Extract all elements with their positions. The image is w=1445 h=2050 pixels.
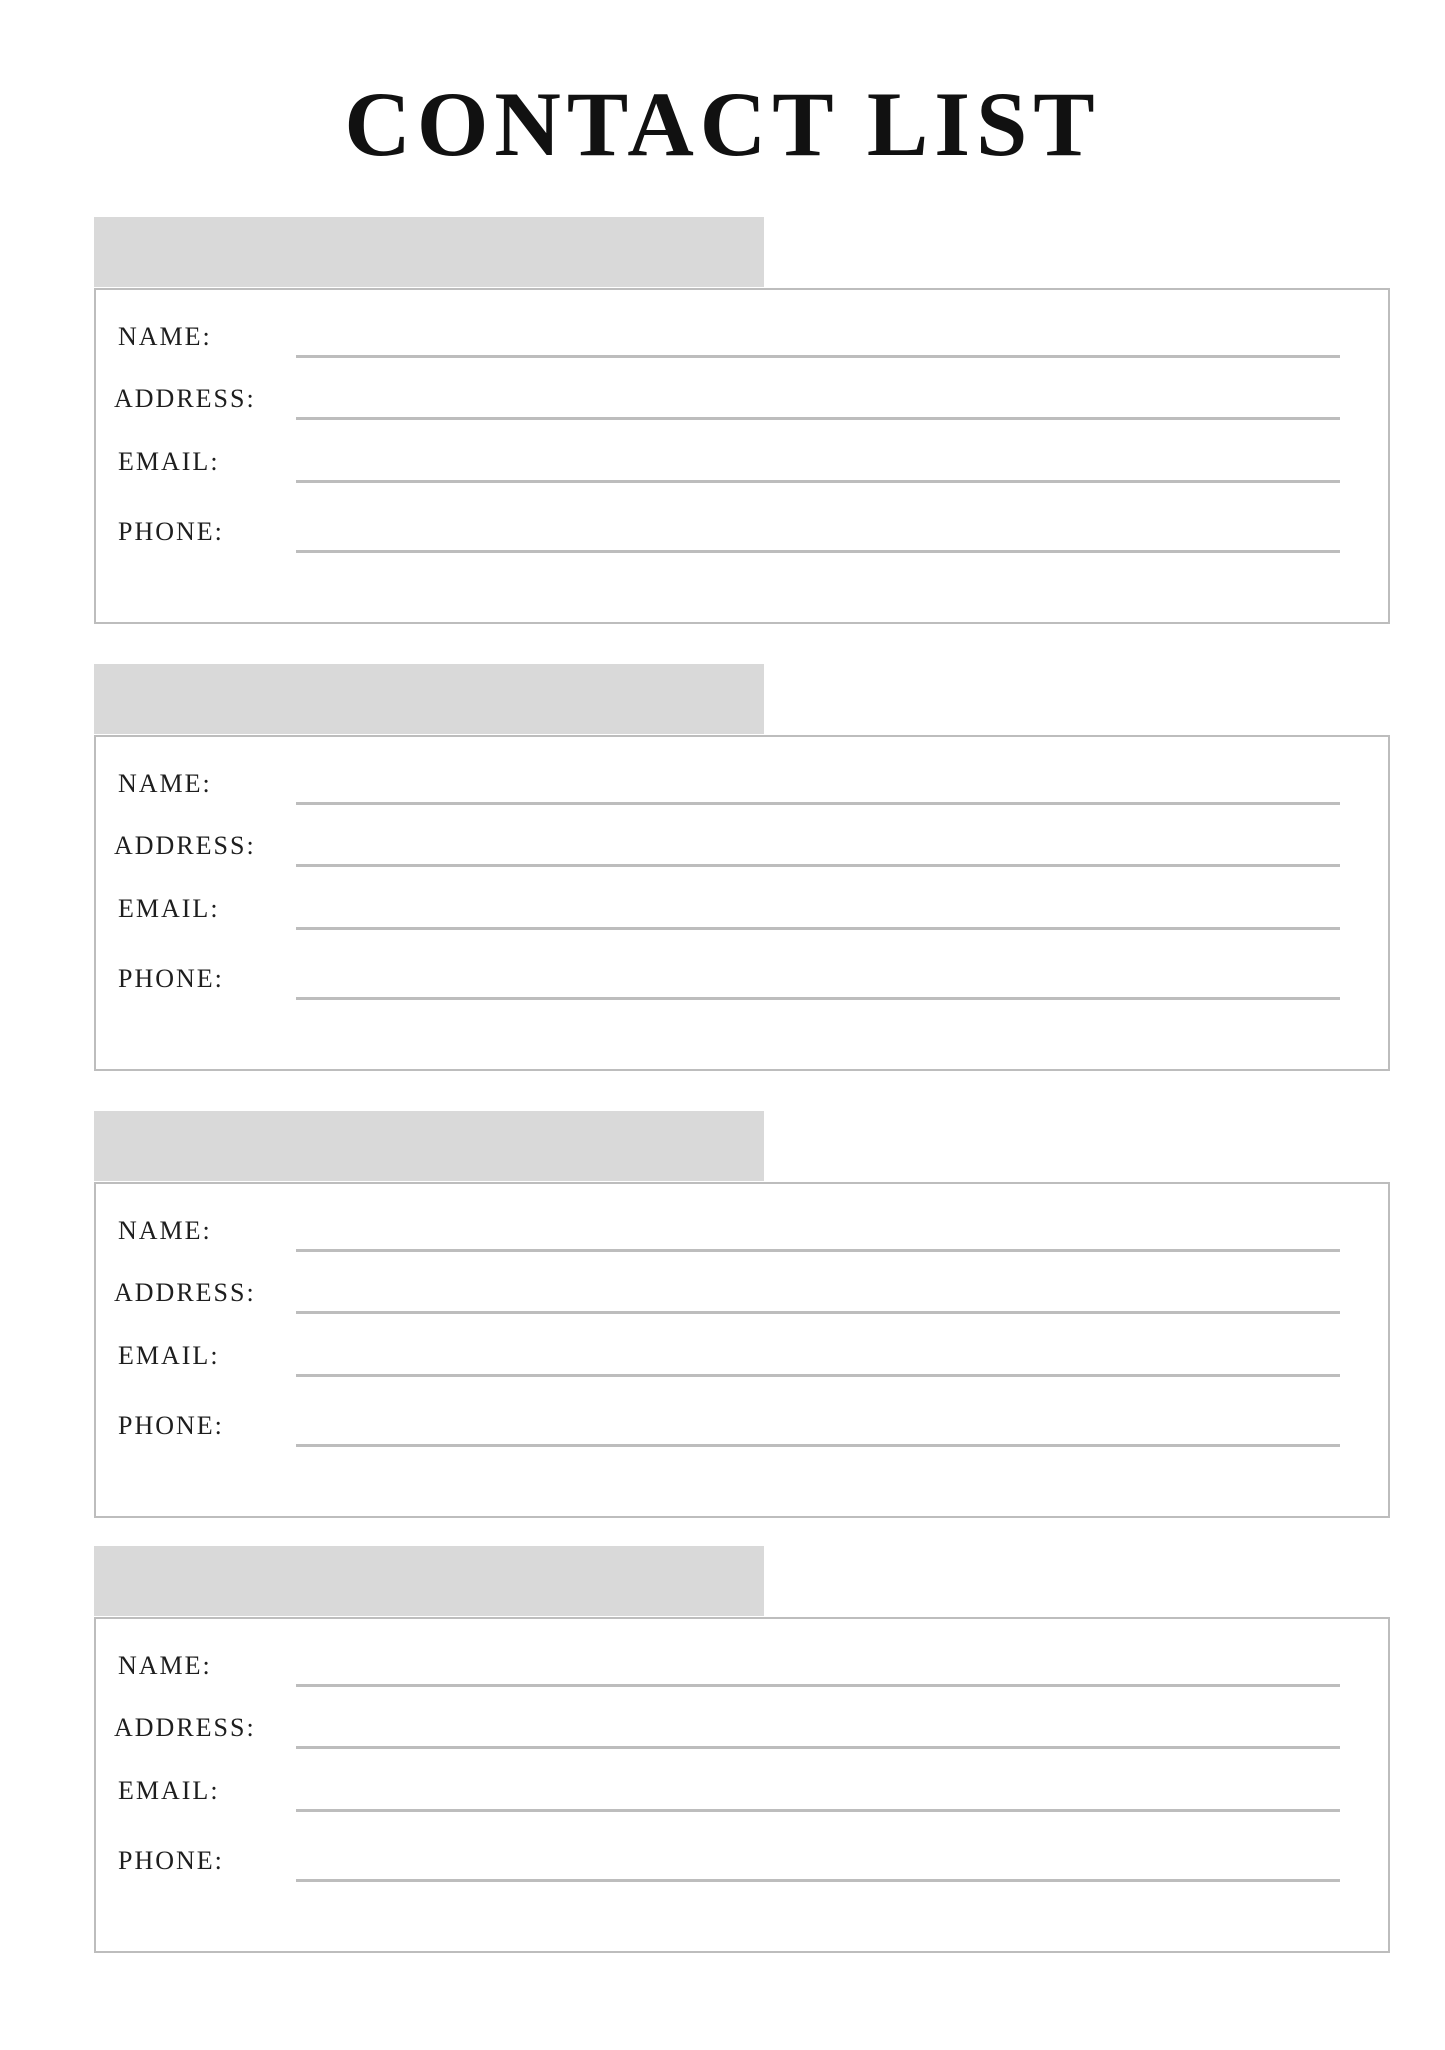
address-input-line[interactable] [296,417,1340,420]
contact-fields-box [94,288,1390,624]
name-field[interactable] [96,765,1388,805]
name-label: NAME: [118,1216,212,1245]
contact-fields-box [94,1617,1390,1953]
email-label: EMAIL: [118,447,220,476]
email-field[interactable] [96,443,1388,483]
email-label: EMAIL: [118,1776,220,1805]
phone-field[interactable] [96,513,1388,553]
name-field[interactable] [96,318,1388,358]
phone-field[interactable] [96,1407,1388,1447]
address-field[interactable] [96,1709,1388,1749]
email-input-line[interactable] [296,1374,1340,1377]
name-field[interactable] [96,1647,1388,1687]
phone-input-line[interactable] [296,1879,1340,1882]
phone-label: PHONE: [118,964,224,993]
name-field[interactable] [96,1212,1388,1252]
address-field[interactable] [96,1274,1388,1314]
contact-header-bar[interactable] [94,664,764,734]
phone-field[interactable] [96,1842,1388,1882]
name-input-line[interactable] [296,1249,1340,1252]
contact-header-bar[interactable] [94,1111,764,1181]
email-label: EMAIL: [118,894,220,923]
email-input-line[interactable] [296,927,1340,930]
name-input-line[interactable] [296,355,1340,358]
address-label: ADDRESS: [114,1713,256,1742]
email-field[interactable] [96,1337,1388,1377]
phone-input-line[interactable] [296,1444,1340,1447]
name-input-line[interactable] [296,802,1340,805]
phone-label: PHONE: [118,1846,224,1875]
contact-fields-box [94,735,1390,1071]
contact-header-bar[interactable] [94,1546,764,1616]
name-label: NAME: [118,769,212,798]
address-field[interactable] [96,827,1388,867]
email-label: EMAIL: [118,1341,220,1370]
address-input-line[interactable] [296,864,1340,867]
phone-field[interactable] [96,960,1388,1000]
address-label: ADDRESS: [114,384,256,413]
address-input-line[interactable] [296,1746,1340,1749]
email-field[interactable] [96,890,1388,930]
phone-label: PHONE: [118,1411,224,1440]
contact-header-bar[interactable] [94,217,764,287]
address-label: ADDRESS: [114,1278,256,1307]
phone-label: PHONE: [118,517,224,546]
name-label: NAME: [118,1651,212,1680]
email-field[interactable] [96,1772,1388,1812]
address-label: ADDRESS: [114,831,256,860]
address-input-line[interactable] [296,1311,1340,1314]
phone-input-line[interactable] [296,997,1340,1000]
phone-input-line[interactable] [296,550,1340,553]
email-input-line[interactable] [296,1809,1340,1812]
contact-fields-box [94,1182,1390,1518]
page-title: CONTACT LIST [344,73,1101,175]
address-field[interactable] [96,380,1388,420]
name-label: NAME: [118,322,212,351]
name-input-line[interactable] [296,1684,1340,1687]
email-input-line[interactable] [296,480,1340,483]
